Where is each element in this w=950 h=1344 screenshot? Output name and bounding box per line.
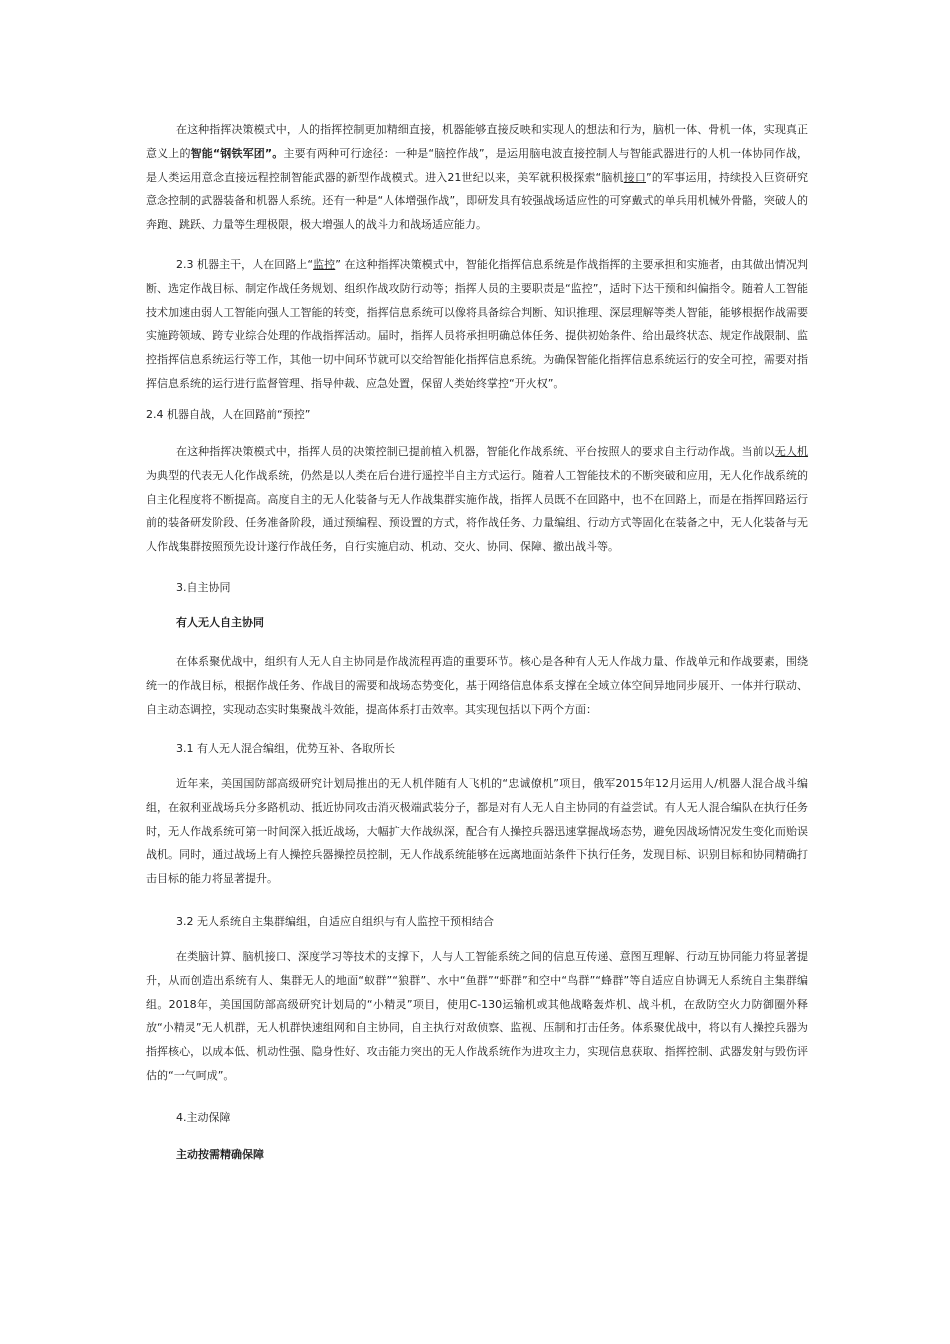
heading-4-bold: 主动按需精确保障 [176, 1148, 264, 1161]
p2-text-a: 2.3 机器主干，人在回路上“ [176, 258, 314, 271]
heading-3-1: 3.1 有人无人混合编组，优势互补、各取所长 [176, 742, 395, 755]
p3-text-a: 在这种指挥决策模式中，指挥人员的决策控制已提前植入机器，智能化作战系统、平台按照人的要求自主行动作战。当前以 [176, 445, 775, 458]
paragraph-3-1: 近年来，美国国防部高级研究计划局推出的无人机伴随有人飞机的“忠诚僚机”项目，俄军2015年12月运用人/机器人混合战斗编组，在叙利亚战场兵分多路机动、抵近协同攻击消灭极端武装分子，都是对有人无人自主协同的有益尝试。有人无人混合编队在执行任务时，无人作战系统可第一时间深入抵近战场，大幅扩大作战纵深，配合有人操控兵器迅速掌握战场态势，避免因战场情况发生变化而贻误战机。同时，通过战场上有人操控兵器操控员控制，无人作战系统能够在远离地面站条件下执行任务，发现目标、识别目标和协同精确打击目标的能力将显著提升。 [146, 777, 808, 886]
p1-text-c: ”的军事运用，持续投入巨资研究意念控制的武器装备和机器人系统。还有一种是“人体增强作战”，即研发具有较强战场适应性的可穿戴式的单兵用机械外骨骼，突破人的奔跑、跳跃、力量等生理极限，极大增强人的战斗力和战场适应能力。 [146, 170, 808, 232]
interface-link[interactable]: 接口 [623, 170, 647, 184]
paragraph-brain-machine [146, 118, 808, 237]
heading-3-bold: 有人无人自主协同 [176, 616, 264, 629]
p1-text-b: 主要有两种可行途径：一种是“脑控作战”，是运用脑电波直接控制人与智能武器进行的人机一体协同作战，是人类运用意念直接远程控制智能武器的新型作战模式。进入21世纪以来，美军就积极探索“脑机 [146, 146, 808, 184]
paragraph-3-intro: 在体系聚优战中，组织有人无人自主协同是作战流程再造的重要环节。核心是各种有人无人作战力量、作战单元和作战要素，围绕统一的作战目标，根据作战任务、作战目的需要和战场态势变化，基于网络信息体系支撑在全域立体空间异地同步展开、一体并行联动、自主动态调控，实现动态实时集聚战斗效能，提高体系打击效率。其实现包括以下两个方面： [146, 655, 808, 716]
heading-3-2: 3.2 无人系统自主集群编组，自适应自组织与有人监控干预相结合 [176, 915, 494, 928]
p2-text-b: ” 在这种指挥决策模式中，智能化指挥信息系统是作战指挥的主要承担和实施者，由其做出情况判断、选定作战目标、制定作战任务规划、组织作战攻防行动等；指挥人员的主要职责是“监控”，适时下达干预和纠偏指令。随着人工智能技术加速由弱人工智能向强人工智能的转变，指挥信息系统可以像将具备综合判断、知识推理、深层理解等类人智能，能够根据作战需要实施跨领域、跨专业综合处理的作战指挥活动。届时，指挥人员将承担明确总体任务、提供初始条件、给出最终状态、规定作战限制、监控指挥信息系统运行等工作，其他一切中间环节就可以交给智能化指挥信息系统。为确保智能化指挥信息系统运行的安全可控，需要对指挥信息系统的运行进行监督管理、指导仲裁、应急处置，保留人类始终掌控“开火权”。 [146, 258, 808, 390]
paragraph-2-3-monitor [146, 253, 808, 396]
heading-3: 3.自主协同 [176, 581, 231, 594]
p1-bold-phrase: 智能“钢铁军团”。 [190, 146, 284, 160]
p1-text-a: 在这种指挥决策模式中，人的指挥控制更加精细直接，机器能够直接反映和实现人的想法和行为，脑机一体、骨机一体，实现真正意义上的 [146, 123, 808, 160]
monitor-link[interactable]: 监控 [313, 258, 336, 271]
uav-link[interactable]: 无人机 [774, 445, 809, 458]
paragraph-3-2: 在类脑计算、脑机接口、深度学习等技术的支撑下，人与人工智能系统之间的信息互传递、意图互理解、行动互协同能力将显著提升，从而创造出系统有人、集群无人的地面“蚁群”“狼群”、水中“鱼群”“虾群”和空中“鸟群”“蜂群”等自适应自协调无人系统自主集群编组。2018年，美国国防部高级研究计划局的“小精灵”项目，使用C-130运输机或其他战略轰炸机、战斗机，在敌防空火力防御圈外释放“小精灵”无人机群，无人机群快速组网和自主协同，自主执行对敌侦察、监视、压制和打击任务。体系聚优战中，将以有人操控兵器为指挥核心，以成本低、机动性强、隐身性好、攻击能力突出的无人作战系统作为进攻主力，实现信息获取、指挥控制、武器发射与毁伤评估的“一气呵成”。 [146, 950, 808, 1082]
p3-text-b: 为典型的代表无人化作战系统，仍然是以人类在后台进行遥控半自主方式运行。随着人工智能技术的不断突破和应用，无人化作战系统的自主化程度将不断提高。高度自主的无人化装备与无人作战集群实施作战，指挥人员既不在回路中，也不在回路上，而是在指挥回路运行前的装备研发阶段、任务准备阶段，通过预编程、预设置的方式，将作战任务、力量编组、行动方式等固化在装备之中，无人化装备与无人作战集群按照预先设计遂行作战任务，自行实施启动、机动、交火、协同、保障、撤出战斗等。 [146, 468, 808, 554]
heading-2-4: 2.4 机器自战，人在回路前“预控” [146, 408, 311, 421]
heading-4: 4.主动保障 [176, 1111, 231, 1124]
paragraph-2-4-precontrol [146, 440, 808, 559]
